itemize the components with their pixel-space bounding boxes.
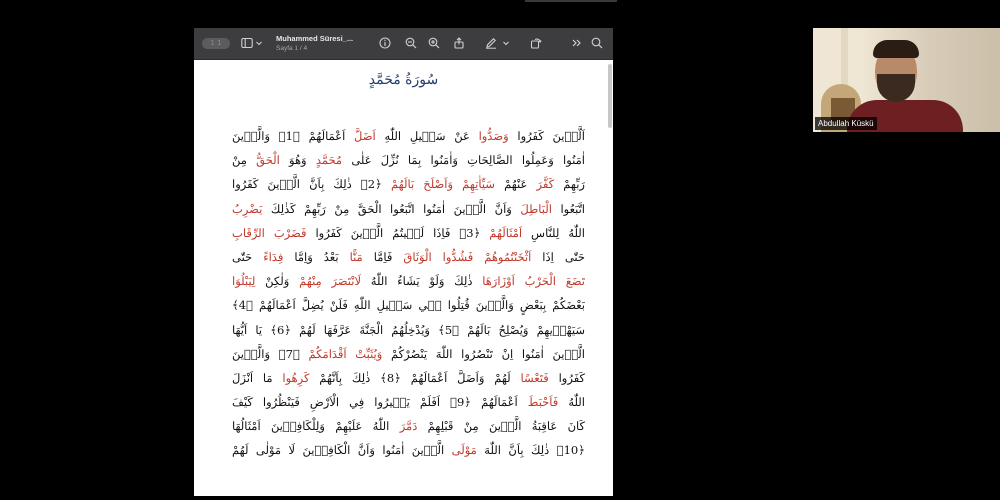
verse-segment: حَتّٰى اِذَا (531, 249, 585, 264)
highlighted-word: مَنًّا (349, 249, 363, 264)
verse-text-block (232, 124, 585, 463)
participant-beard (877, 74, 915, 102)
verse-segment: لَهُمْ وَاَضَلَّ اَعْمَالَهُمْ ﴿8﴾ ذٰلِكَ بِاَنَّهُمْ (309, 370, 521, 385)
verse-segment: عَنْ سَبٖيلِ اللّٰهِ (375, 129, 479, 143)
verse-segment: رَبِّهِمْ (554, 177, 585, 192)
verse-segment: اٰمَنُوا وَعَمِلُوا الصَّالِحَاتِ وَاٰمَنُوا بِمَا نُزِّلَ عَلٰى (342, 153, 585, 168)
verse-line (232, 124, 585, 148)
participant-video-tile[interactable] (813, 28, 1000, 132)
verse-segment: اَلَّذٖينَ كَفَرُوا (508, 129, 585, 143)
pdf-viewer-window (194, 28, 613, 496)
top-edge-bar (525, 0, 617, 2)
verse-segment: كَانَ عَاقِبَةُ الَّذٖينَ مِنْ قَبْلِهِمْ (417, 419, 585, 434)
more-chevrons-icon[interactable] (570, 36, 584, 50)
verse-segment: عَنْهُمْ (494, 177, 537, 192)
viewer-toolbar (194, 28, 613, 60)
verse-segment: ﴿3﴾ فَاِذَا لَقٖيتُمُ الَّذٖينَ كَفَرُوا (306, 225, 490, 240)
verse-line (232, 245, 585, 269)
sidebar-toggle-icon[interactable] (240, 36, 254, 50)
verse-segment: اَعْمَالَهُمْ ﴿9﴾ اَفَلَمْ يَسٖيرُوا فِي الْاَرْضِ فَيَنْظُرُوا كَيْفَ (232, 395, 528, 410)
markup-pen-icon[interactable] (484, 36, 498, 50)
highlighted-word: دَمَّرَ (399, 419, 418, 434)
participant-hair (873, 40, 919, 58)
highlighted-word: لِيَبْلُوَا (232, 274, 256, 289)
verse-segment: ذٰلِكَ وَلَوْ يَشَاءُ اللّٰهُ (361, 274, 483, 289)
search-icon[interactable] (590, 36, 604, 50)
share-icon[interactable] (452, 36, 466, 50)
highlighted-word: يَضْرِبُ (232, 201, 263, 216)
verse-segment: حَتّٰى (232, 249, 264, 264)
highlighted-word: اَثْخَنْتُمُوهُمْ فَشُدُّوا الْوَثَاقَ (403, 249, 532, 264)
highlighted-word: فَضَرْبَ الرِّقَابِ (232, 225, 307, 240)
rotate-icon[interactable] (529, 36, 543, 50)
page-indicator-pill[interactable]: 1 1 (202, 38, 230, 49)
verse-segment: اللّٰهُ لِلنَّاسِ (522, 225, 585, 240)
verse-segment: الَّذٖينَ اٰمَنُوا وَاَنَّ الْكَافِرٖينَ لَا مَوْلٰى لَهُمْ (232, 443, 452, 458)
verse-segment: وَلٰكِنْ (255, 274, 300, 289)
highlighted-word: لَانْتَصَرَ مِنْهُمْ (299, 274, 362, 289)
verse-segment: الَّذٖينَ اٰمَنُوا اِنْ تَنْصُرُوا اللّٰهَ يَنْصُرْكُمْ (382, 346, 585, 361)
verse-line (232, 438, 585, 462)
highlighted-word: وَصَدُّوا (478, 129, 509, 143)
verse-segment: اتَّبَعُوا (551, 201, 585, 216)
verse-segment: سَيَهْدٖيهِمْ وَيُصْلِحُ بَالَهُمْ ﴿5﴾ وَيُدْخِلُهُمُ الْجَنَّةَ عَرَّفَهَا لَهُمْ ﴿6﴾ يَا اَيُّهَا (232, 322, 585, 337)
highlighted-word: الْبَاطِلَ (520, 201, 552, 216)
verse-segment: كَفَرُوا (548, 370, 585, 385)
participant-name-label: Abdullah Küskü (815, 117, 877, 130)
verse-segment: اللّٰهُ عَلَيْهِمْ وَلِلْكَافِرٖينَ اَمْثَالُهَا (232, 419, 400, 434)
sura-title: سُورَةُ مُحَمَّدٍ (368, 72, 439, 88)
highlighted-word: اَمْثَالَهُمْ (489, 225, 523, 240)
verse-line (232, 197, 585, 221)
verse-segment: مَا اَنْزَلَ (232, 370, 283, 385)
verse-segment: ﴿7﴾ وَالَّذٖينَ (232, 346, 309, 361)
page-count-label: Sayfa 1 / 4 (276, 45, 308, 52)
verse-segment: اَعْمَالَهُمْ ﴿1﴾ وَالَّذٖينَ (232, 129, 355, 143)
zoom-out-icon[interactable] (404, 36, 418, 50)
verse-line (232, 293, 585, 317)
verse-line (232, 414, 585, 438)
verse-segment: بَعْضَكُمْ بِبَعْضٍ وَالَّذٖينَ قُتِلُوا فٖي سَبٖيلِ اللّٰهِ فَلَنْ يُضِلَّ اَعْمَالَهُمْ ﴿4﴾ (232, 298, 585, 313)
highlighted-word: فَتَعْسًا (520, 370, 549, 385)
highlighted-word: اَضَلَّ (354, 129, 376, 143)
info-icon[interactable] (378, 36, 392, 50)
verse-line (232, 390, 585, 414)
chevron-down-icon[interactable] (254, 36, 262, 50)
highlighted-word: سَيِّاٰتِهِمْ وَاَصْلَحَ بَالَهُمْ (390, 177, 495, 192)
verse-segment: بَعْدُ وَاِمَّا (283, 249, 350, 264)
verse-line (232, 148, 585, 172)
verse-line (232, 269, 585, 293)
verse-line (232, 172, 585, 196)
verse-segment: وَهُوَ (279, 153, 316, 168)
verse-segment: ﴿10﴾ ذٰلِكَ بِاَنَّ اللّٰهَ (476, 443, 585, 458)
verse-segment: ﴿2﴾ ذٰلِكَ بِاَنَّ الَّذٖينَ كَفَرُوا (232, 177, 391, 192)
verse-line (232, 221, 585, 245)
verse-segment: وَاَنَّ الَّذٖينَ اٰمَنُوا اتَّبَعُوا الْحَقَّ مِنْ رَبِّهِمْ كَذٰلِكَ (262, 201, 521, 216)
verse-line (232, 342, 585, 366)
highlighted-word: كَرِهُوا (282, 370, 310, 385)
verse-line (232, 318, 585, 342)
highlighted-word: كَفَّرَ (536, 177, 555, 192)
highlighted-word: الْحَقُّ (256, 153, 280, 168)
verse-segment: اللّٰهُ (558, 395, 585, 410)
chevron-down-icon[interactable] (501, 36, 509, 50)
document-title: Muhammed Süresi_... (276, 34, 354, 43)
verse-line (232, 366, 585, 390)
highlighted-word: وَيُثَبِّتْ اَقْدَامَكُمْ (308, 346, 383, 361)
highlighted-word: مَوْلَى (451, 443, 477, 458)
highlighted-word: فِدَاءً (263, 249, 284, 264)
highlighted-word: تَضَعَ الْحَرْبُ اَوْزَارَهَا (482, 274, 585, 289)
highlighted-word: مُحَمَّدٍ (315, 153, 343, 168)
zoom-in-icon[interactable] (427, 36, 441, 50)
verse-segment: مِنْ (232, 153, 257, 168)
highlighted-word: فَاَحْبَطَ (527, 395, 559, 410)
verse-segment: فَاِمَّا (362, 249, 404, 264)
